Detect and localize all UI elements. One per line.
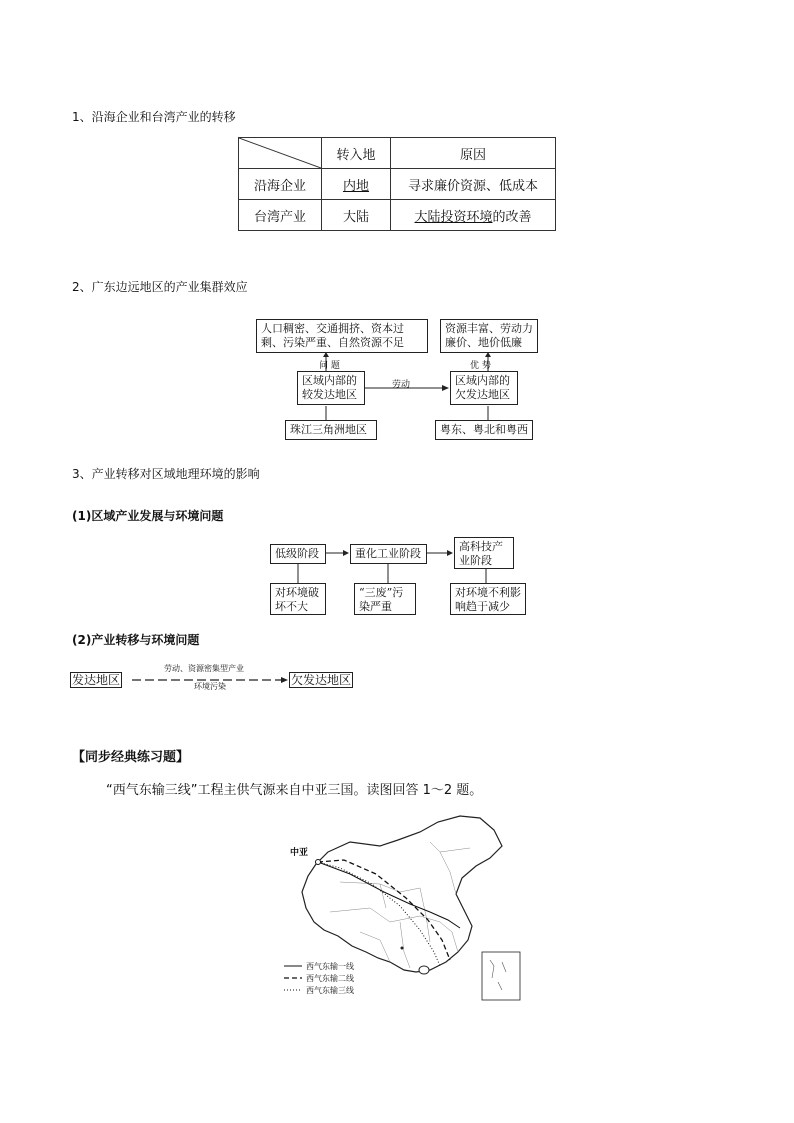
diagonal-line	[239, 138, 321, 168]
cell-reason-rest: 的改善	[492, 209, 532, 225]
section1-heading: 1、沿海企业和台湾产业的转移	[72, 110, 236, 124]
stage-low: 低级阶段	[270, 544, 326, 564]
advantage-label: 优 势	[470, 361, 491, 371]
section2-heading: 2、广东边远地区的产业集群效应	[72, 280, 248, 294]
advantages-box: 资源丰富、劳动力廉价、地价低廉	[440, 319, 538, 353]
developed-area-box: 区域内部的较发达地区	[297, 371, 365, 405]
underdeveloped-area-box: 区域内部的欠发达地区	[450, 371, 518, 405]
cell-reason-underlined: 大陆投资环境	[414, 209, 493, 225]
legend-line2: 西气东输二线	[306, 974, 354, 983]
exercise-intro: “西气东输三线”工程主供气源来自中亚三国。读图回答 1～2 题。	[106, 783, 483, 798]
section3-heading: 3、产业转移对区域地理环境的影响	[72, 467, 260, 481]
hainan-island-outline	[419, 966, 429, 974]
subsection2-heading: (2)产业转移与环境问题	[72, 633, 200, 647]
cell-reason	[391, 200, 556, 231]
transfer-table	[238, 137, 556, 231]
labor-label: 劳动	[392, 380, 411, 390]
row-label: 台湾产业	[239, 200, 322, 231]
col-header-reason: 原因	[391, 138, 556, 169]
prd-box: 珠江三角洲地区	[285, 420, 377, 440]
east-north-west-box: 粤东、粤北和粤西	[435, 420, 533, 440]
arrow-label-bottom: 环境污染	[194, 682, 226, 691]
south-sea-inset	[482, 952, 520, 1000]
hainan-island	[401, 947, 404, 950]
legend-line1: 西气东输一线	[306, 962, 354, 971]
stage-heavy-industry: 重化工业阶段	[350, 544, 427, 564]
problem-label: 问 题	[319, 361, 340, 371]
to-underdeveloped-area: 欠发达地区	[291, 673, 352, 687]
subsection1-heading: (1)区域产业发展与环境问题	[72, 509, 224, 523]
effect-high-tech: 对环境不利影响趋于减少	[450, 583, 526, 615]
diagonal-header-cell	[239, 138, 322, 169]
col-header-dest: 转入地	[322, 138, 391, 169]
from-developed-area: 发达地区	[72, 673, 121, 687]
problems-box: 人口稠密、交通拥挤、资本过剩、污染严重、自然资源不足	[256, 319, 428, 353]
legend-line3: 西气东输三线	[306, 986, 354, 995]
effect-low: 对环境破坏不大	[270, 583, 326, 615]
arrow-label-top: 劳动、资源密集型产业	[164, 664, 244, 673]
row-label: 沿海企业	[239, 169, 322, 200]
exercise-title: 【同步经典练习题】	[72, 750, 190, 765]
stage-high-tech: 高科技产业阶段	[454, 537, 514, 569]
map-label-central-asia: 中亚	[290, 848, 309, 858]
effect-heavy: “三废”污染严重	[354, 583, 416, 615]
cell-dest: 大陆	[322, 200, 391, 231]
cell-reason: 寻求廉价资源、低成本	[391, 169, 556, 200]
cell-dest: 内地	[342, 178, 369, 194]
central-asia-marker	[316, 860, 321, 865]
